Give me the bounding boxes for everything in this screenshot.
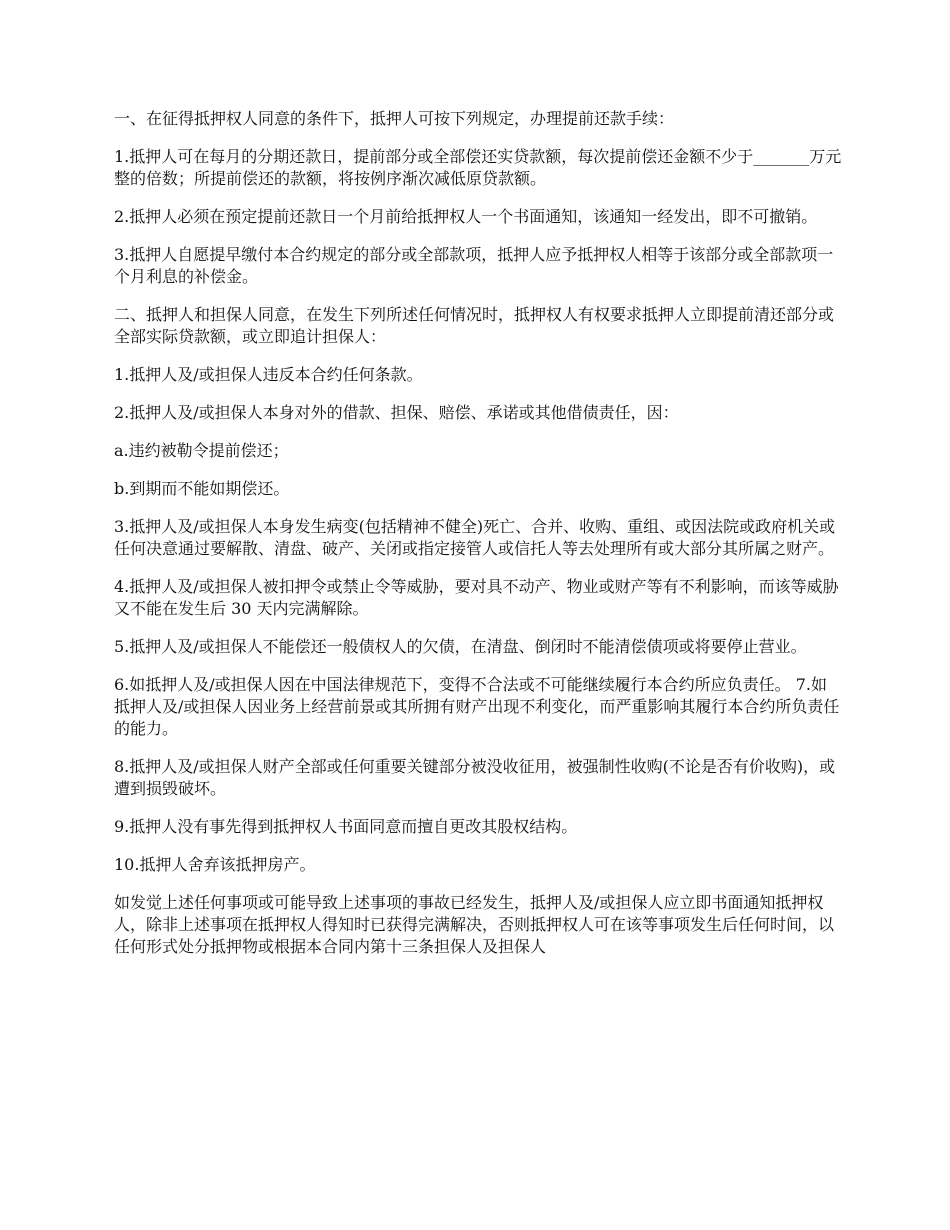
paragraph-2-6-7: 6.如抵押人及/或担保人因在中国法律规范下，变得不合法或不可能继续履行本合约所应负责任。 7.如抵押人及/或担保人因业务上经营前景或其所拥有财产出现不利变化，而严重影响其履行本合约所负责任的能力。 (114, 675, 840, 738)
paragraph-clause-2-heading: 二、抵押人和担保人同意，在发生下列所述任何情况时，抵押权人有权要求抵押人立即提前清还部分或全部实际贷款额，或立即追计担保人： (114, 305, 835, 346)
paragraph-1-3: 3.抵押人自愿提早缴付本合约规定的部分或全部款项，抵押人应予抵押权人相等于该部分或全部款项一个月利息的补偿金。 (114, 245, 834, 286)
paragraph-2-2-b: b.到期而不能如期偿还。 (114, 479, 290, 498)
document-body (114, 108, 842, 974)
paragraph-2-2-a: a.违约被勒令提前偿还； (114, 441, 289, 460)
paragraph-2-10: 10.抵押人舍弃该抵押房产。 (114, 855, 316, 874)
paragraph-2-1: 1.抵押人及/或担保人违反本合约任何条款。 (114, 365, 423, 384)
paragraph-1-1: 1.抵押人可在每月的分期还款日，提前部分或全部偿还实贷款额，每次提前偿还金额不少于_______万元整的倍数；所提前偿还的款额，将按例序渐次减低原贷款额。 (114, 147, 842, 188)
paragraph-2-8: 8.抵押人及/或担保人财产全部或任何重要关键部分被没收征用，被强制性收购(不论是否有价收购)，或遭到损毁破坏。 (114, 757, 836, 798)
paragraph-2-2: 2.抵押人及/或担保人本身对外的借款、担保、赔偿、承诺或其他借债责任，因： (114, 403, 679, 422)
paragraph-2-4: 4.抵押人及/或担保人被扣押令或禁止令等威胁，要对具不动产、物业或财产等有不利影响，而该等威胁又不能在发生后 30 天内完满解除。 (114, 577, 839, 618)
paragraph-1-2: 2.抵押人必须在预定提前还款日一个月前给抵押权人一个书面通知，该通知一经发出，即不可撤销。 (114, 207, 818, 226)
paragraph-2-3: 3.抵押人及/或担保人本身发生病变(包括精神不健全)死亡、合并、收购、重组、或因法院或政府机关或任何决意通过要解散、清盘、破产、关闭或指定接管人或信托人等去处理所有或大部分其所属之财产。 (114, 517, 836, 558)
paragraph-notice: 如发觉上述任何事项或可能导致上述事项的事故已经发生，抵押人及/或担保人应立即书面通知抵押权人，除非上述事项在抵押权人得知时已获得完满解决，否则抵押权人可在该等事项发生后任何时间，以任何形式处分抵押物或根据本合同内第十三条担保人及担保人 (114, 893, 835, 956)
paragraph-clause-1-heading: 一、在征得抵押权人同意的条件下，抵押人可按下列规定，办理提前还款手续： (114, 109, 675, 128)
paragraph-2-9: 9.抵押人没有事先得到抵押权人书面同意而擅自更改其股权结构。 (114, 817, 578, 836)
paragraph-2-5: 5.抵押人及/或担保人不能偿还一般债权人的欠债，在清盘、倒闭时不能清偿债项或将要停止营业。 (114, 637, 807, 656)
